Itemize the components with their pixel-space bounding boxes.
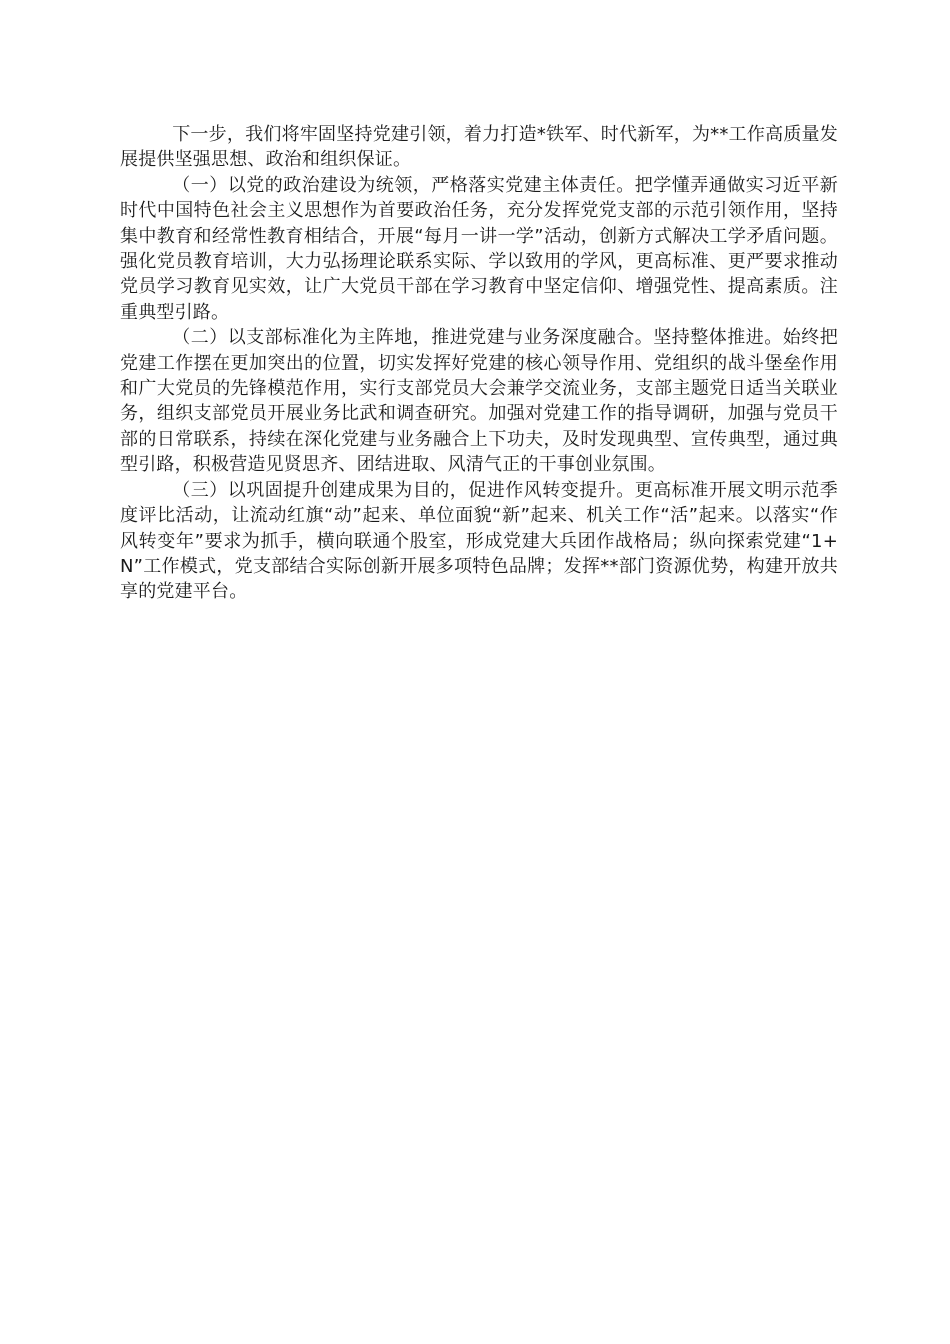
paragraph-intro: 下一步，我们将牢固坚持党建引领，着力打造*铁军、时代新军，为**工作高质量发展提供坚强思想、政治和组织保证。 bbox=[120, 124, 838, 171]
document-body bbox=[120, 122, 838, 605]
paragraph-section-3: （三）以巩固提升创建成果为目的，促进作风转变提升。更高标准开展文明示范季度评比活动，让流动红旗“动”起来、单位面貌“新”起来、机关工作“活”起来。以落实“作风转变年”要求为抓手，横向联通个股室，形成党建大兵团作战格局；纵向探索党建“1+N”工作模式，党支部结合实际创新开展多项特色品牌；发挥**部门资源优势，构建开放共享的党建平台。 bbox=[120, 479, 838, 603]
paragraph-section-1: （一）以党的政治建设为统领，严格落实党建主体责任。把学懂弄通做实习近平新时代中国特色社会主义思想作为首要政治任务，充分发挥党党支部的示范引领作用，坚持集中教育和经常性教育相结合，开展“每月一讲一学”活动，创新方式解决工学矛盾问题。强化党员教育培训，大力弘扬理论联系实际、学以致用的学风，更高标准、更严要求推动党员学习教育见实效，让广大党员干部在学习教育中坚定信仰、增强党性、提高素质。注重典型引路。 bbox=[120, 174, 838, 323]
paragraph-section-2: （二）以支部标准化为主阵地，推进党建与业务深度融合。坚持整体推进。始终把党建工作摆在更加突出的位置，切实发挥好党建的核心领导作用、党组织的战斗堡垒作用和广大党员的先锋模范作用，实行支部党员大会兼学交流业务，支部主题党日适当关联业务，组织支部党员开展业务比武和调查研究。加强对党建工作的指导调研，加强与党员干部的日常联系，持续在深化党建与业务融合上下功夫，及时发现典型、宣传典型，通过典型引路，积极营造见贤思齐、团结进取、风清气正的干事创业氛围。 bbox=[120, 327, 838, 476]
